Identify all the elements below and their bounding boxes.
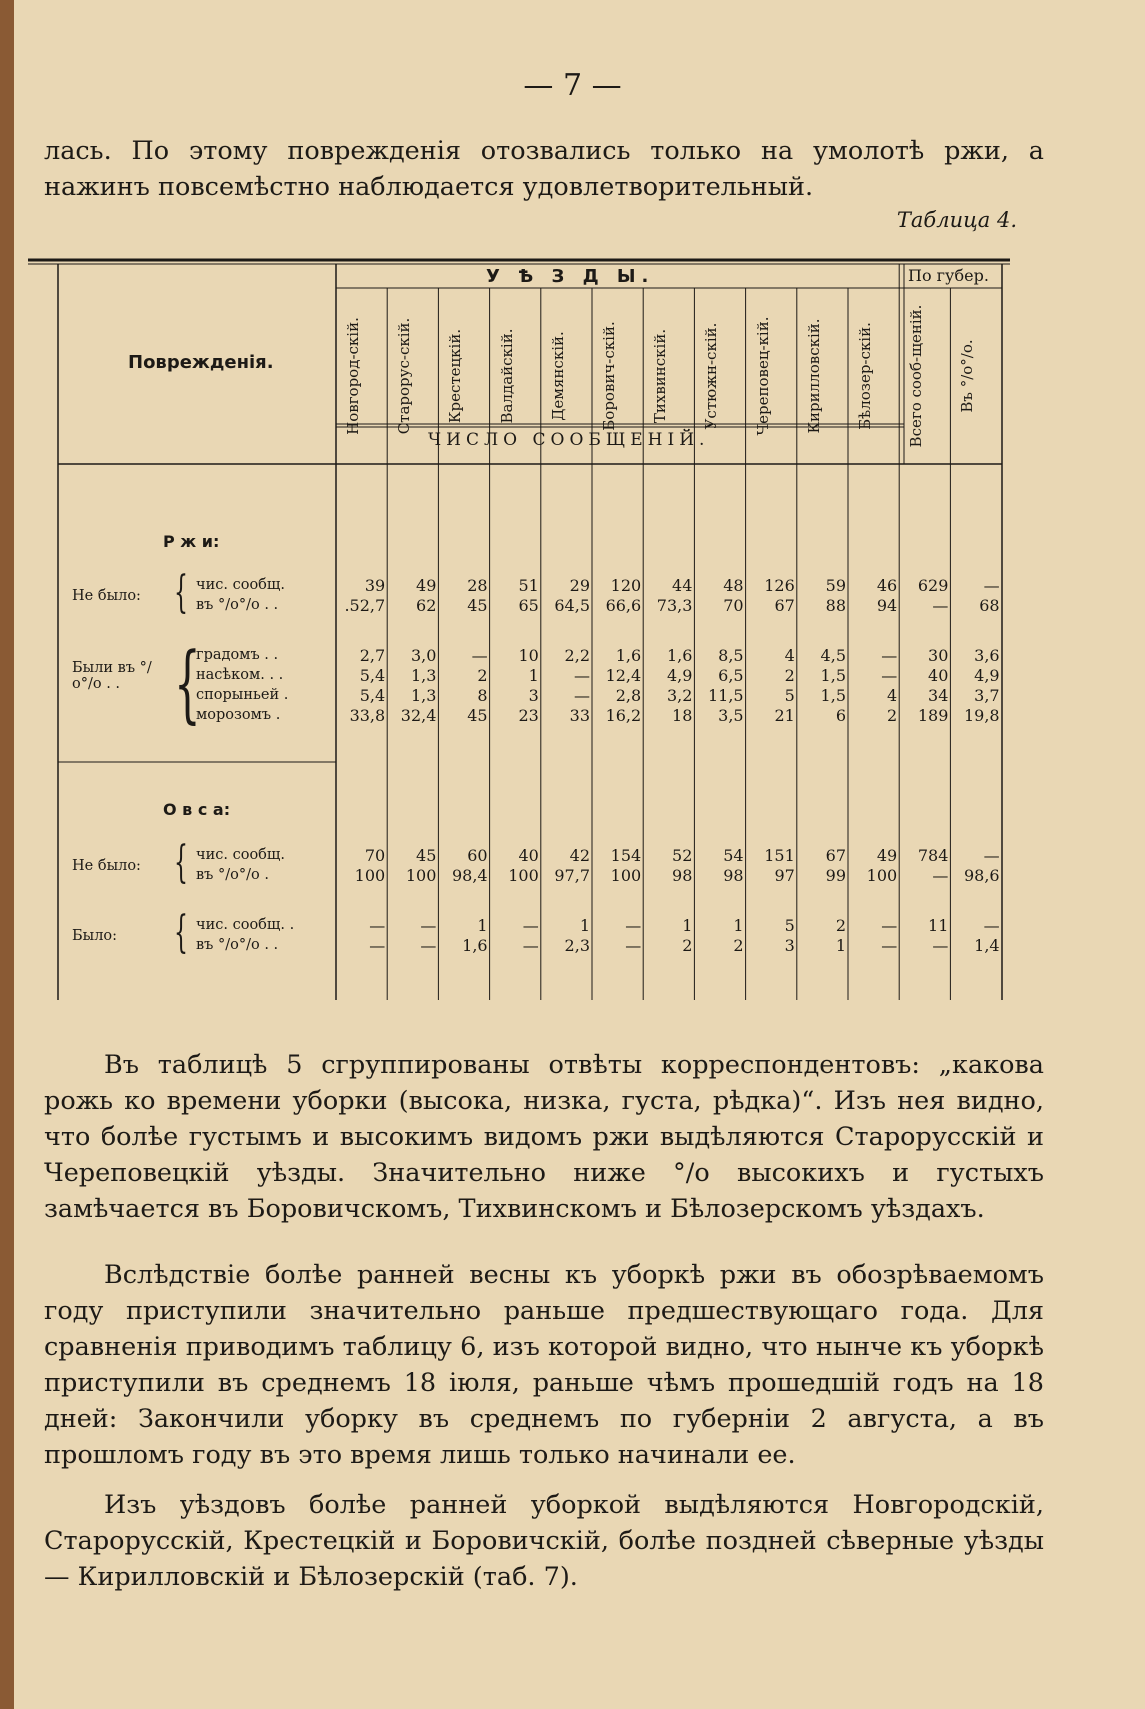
page-binding-edge [0, 0, 14, 1709]
table-cell: 42 [569, 846, 590, 865]
table-cell: — [625, 936, 642, 955]
column-header: Въ °/о°/о. [958, 339, 977, 413]
table-cell: — [471, 646, 488, 665]
table-cell: 52 [672, 846, 693, 865]
table-cell: 98 [672, 866, 693, 885]
row-label: спорыньей . [196, 687, 289, 703]
group-label: Было: [72, 928, 118, 944]
group-label: Не было: [72, 858, 141, 874]
table-cell: — [522, 916, 539, 935]
table-cell: 189 [917, 706, 949, 725]
table-cell: 3,7 [974, 686, 1000, 705]
table-cell: 18 [672, 706, 693, 725]
table-cell: — [574, 686, 590, 705]
table-cell: 11,5 [707, 686, 744, 705]
table-cell: — [420, 916, 437, 935]
table-cell: 94 [876, 596, 898, 615]
row-label: чис. сообщ. [196, 847, 285, 863]
table-cell: — [369, 916, 386, 935]
table-cell: 6,5 [718, 666, 744, 685]
header-po-guber: По губер. [908, 266, 989, 285]
header-povrezhdeniya: Поврежденія. [128, 352, 274, 373]
column-header: Крестецкій. [446, 328, 465, 424]
table-cell: — [881, 916, 898, 935]
paragraph-2 [44, 1047, 1044, 1227]
table-cell: 1 [733, 916, 744, 935]
table-cell: — [932, 596, 949, 615]
table-cell: 2,8 [615, 686, 642, 705]
column-header: Валдайскій. [497, 328, 516, 424]
table-cell: 4,5 [820, 646, 846, 665]
table-cell: 100 [405, 866, 437, 885]
column-header: Кирилловскій. [804, 318, 823, 434]
table-cell: 51 [518, 576, 539, 595]
table-cell: — [574, 666, 590, 685]
table-cell: 73,3 [656, 596, 693, 615]
row-label: насѣком. . . [196, 667, 284, 683]
table-cell: 65 [518, 596, 539, 615]
table-cell: 44 [672, 576, 693, 595]
table-cell: 97 [774, 866, 795, 885]
table-cell: 3 [784, 936, 795, 955]
paragraph-1: лась. По этому поврежденія отозвались только на умолотѣ ржи, а нажинъ повсемѣстно наблюдается удовлетворительный. [44, 136, 1044, 202]
table-cell: 1 [682, 916, 693, 935]
table-cell: 33,8 [349, 706, 386, 725]
table-cell: 40 [518, 846, 539, 865]
table-cell: 46 [876, 576, 898, 595]
table-cell: 60 [467, 846, 488, 865]
table-cell: 100 [610, 866, 642, 885]
column-header: Бѣлозер-скій. [856, 322, 874, 430]
table-cell: 1,5 [820, 666, 846, 685]
table-cell: 3,2 [666, 686, 693, 705]
table-cell: 2,7 [359, 646, 386, 665]
table-cell: 3,0 [410, 646, 437, 665]
table-cell: 2,2 [564, 646, 590, 665]
row-label: чис. сообщ. [196, 577, 285, 593]
table-cell: 4,9 [666, 666, 693, 685]
table-cell: 48 [723, 576, 744, 595]
table-cell: 2 [682, 936, 693, 955]
table-cell: 5 [784, 686, 795, 705]
table-cell: 1 [477, 916, 488, 935]
table-cell: — [932, 936, 949, 955]
table-cell: 8,5 [718, 646, 744, 665]
table-cell: — [625, 916, 642, 935]
table-cell: 2 [733, 936, 744, 955]
table-cell: 151 [764, 846, 795, 865]
group-label: Не было: [72, 588, 141, 604]
table-cell: 3,5 [718, 706, 744, 725]
table-cell: 49 [416, 576, 437, 595]
section-title: О в с а: [163, 800, 231, 819]
column-header: Череповец-кій. [753, 316, 772, 436]
table-cell: 66,6 [605, 596, 642, 615]
table-cell: 1,5 [820, 686, 846, 705]
row-label: въ °/о°/о . [196, 867, 269, 883]
table-cell: 16,2 [605, 706, 642, 725]
table-cell: — [983, 916, 1000, 935]
table-cell: 28 [467, 576, 488, 595]
table-cell: 97,7 [554, 866, 590, 885]
table-cell: — [881, 936, 898, 955]
table-cell: 64,5 [554, 596, 590, 615]
table-cell: 98,4 [451, 866, 488, 885]
table-cell: 70 [364, 846, 386, 865]
table-cell: 45 [467, 706, 488, 725]
table-cell: 70 [723, 596, 744, 615]
table-cell: 67 [774, 596, 795, 615]
column-header: Демянскій. [548, 331, 567, 421]
table-cell: — [881, 646, 898, 665]
paragraph-2-text: Въ таблицѣ 5 сгруппированы отвѣты корреспондентовъ: „какова рожь ко времени уборки (высока, низка, густа, рѣдка)“. Изъ нея видно, что болѣе густымъ и высокимъ видомъ ржи выдѣляются Старорусскій и Череповецкій уѣзды. Значительно ниже °/о высокихъ и густыхъ замѣчается въ Боровичскомъ, Тихвинскомъ и Бѣлозерскомъ уѣздахъ. [44, 1050, 1044, 1224]
table-cell: 4 [887, 686, 898, 705]
table-cell: 21 [774, 706, 795, 725]
column-header: Борович-скій. [600, 321, 618, 431]
table-cell: 5 [784, 916, 795, 935]
table-cell: 2 [835, 916, 846, 935]
table-cell: — [983, 576, 1000, 595]
table-cell: 2,3 [564, 936, 590, 955]
table-cell: 1,4 [974, 936, 1000, 955]
table-cell: 30 [928, 646, 949, 665]
brace: { [174, 634, 201, 732]
table-cell: 784 [917, 846, 949, 865]
table-cell: 59 [825, 576, 846, 595]
table-cell: 2 [477, 666, 488, 685]
table-cell: — [369, 936, 386, 955]
table-cell: 11 [928, 916, 949, 935]
table-cell: 33 [569, 706, 590, 725]
table-cell: 99 [825, 866, 846, 885]
column-header: Устюжн-скій. [702, 322, 721, 430]
table-cell: 1,6 [666, 646, 693, 665]
table-cell: 45 [416, 846, 437, 865]
paragraph-4-text: Изъ уѣздовъ болѣе ранней уборкой выдѣляются Новгородскій, Старорусскій, Крестецкій и Боровичскій, болѣе поздней сѣверные уѣзды— Кирилловскій и Бѣлозерскій (таб. 7). [44, 1490, 1044, 1592]
table-cell: 4,9 [974, 666, 1000, 685]
header-chislo-soobshcheniy: ЧИСЛО СООБЩЕНІЙ. [428, 430, 710, 450]
table-cell: 6 [835, 706, 846, 725]
table-cell: 1,6 [462, 936, 488, 955]
table-cell: 100 [354, 866, 386, 885]
column-header: Тихвинскій. [651, 328, 670, 424]
table-cell: 68 [979, 596, 1000, 615]
table-cell: 29 [569, 576, 590, 595]
brace: { [174, 907, 188, 958]
brace: { [174, 567, 188, 618]
damage-table [28, 252, 1010, 1000]
table-cell: — [983, 846, 1000, 865]
paragraph-3 [44, 1257, 1044, 1473]
table-cell: 120 [610, 576, 642, 595]
column-header: Новгород-скій. [344, 317, 362, 435]
table-cell: 62 [416, 596, 437, 615]
table-cell: 34 [928, 686, 949, 705]
table-cell: 1 [528, 666, 539, 685]
table-cell: 1,6 [615, 646, 642, 665]
table-cell: 1 [579, 916, 590, 935]
table-cell: 32,4 [400, 706, 437, 725]
table-cell: 1,3 [410, 686, 437, 705]
table-cell: 54 [723, 846, 744, 865]
header-uezdy: У Ѣ З Д Ы. [486, 266, 655, 287]
row-label: морозомъ . [196, 707, 281, 723]
table-cell: 19,8 [963, 706, 1000, 725]
table-cell: 98,6 [963, 866, 1000, 885]
row-label: градомъ . . [196, 647, 279, 663]
table-cell: 1 [835, 936, 846, 955]
table-cell: 126 [764, 576, 795, 595]
row-label: чис. сообщ. . [196, 917, 295, 933]
paragraph-3-text: Вслѣдствіе болѣе ранней весны къ уборкѣ ржи въ обозрѣваемомъ году приступили значительно раньше предшествующаго года. Для сравненія приводимъ таблицу 6, изъ которой видно, что нынче къ уборкѣ приступили въ среднемъ 18 іюля, раньше чѣмъ прошедшій годъ на 18 дней: Закончили уборку въ среднемъ по губерніи 2 августа, а въ прошломъ году въ это время лишь только начинали ее. [44, 1260, 1044, 1470]
table-cell: 2 [887, 706, 898, 725]
table-cell: 8 [477, 686, 488, 705]
page-number: — 7 — [523, 68, 622, 103]
table-cell: 40 [928, 666, 949, 685]
table-cell: 4 [784, 646, 795, 665]
table-cell: — [420, 936, 437, 955]
column-header: Всего сооб-щеній. [907, 304, 926, 448]
table-cell: 10 [518, 646, 539, 665]
table-cell: 3 [528, 686, 539, 705]
table-cell: 2 [784, 666, 795, 685]
table-cell: 154 [610, 846, 642, 865]
table-cell: 100 [866, 866, 898, 885]
brace: { [174, 837, 188, 888]
table-cell: — [522, 936, 539, 955]
table-cell: — [881, 666, 898, 685]
table-cell: 5,4 [359, 686, 386, 705]
paragraph-4 [44, 1487, 1044, 1595]
table-cell: 49 [876, 846, 898, 865]
column-header: Староруc-скій. [395, 317, 414, 435]
table-cell: 23 [518, 706, 539, 725]
table-cell: 629 [917, 576, 949, 595]
table-cell: 5,4 [359, 666, 386, 685]
table-cell: 12,4 [605, 666, 642, 685]
row-label: въ °/о°/о . . [196, 597, 279, 613]
table-cell: 39 [364, 576, 386, 595]
section-title: Р ж и: [163, 532, 220, 551]
table-cell: 45 [467, 596, 488, 615]
table-cell: .52,7 [344, 596, 386, 615]
table-caption: Таблица 4. [896, 208, 1017, 232]
table-cell: 67 [825, 846, 846, 865]
group-label: Были въ °/о°/о . . [72, 660, 152, 692]
table-cell: 100 [508, 866, 539, 885]
table-cell: 1,3 [410, 666, 437, 685]
table-cell: 88 [825, 596, 846, 615]
table-cell: 3,6 [974, 646, 1000, 665]
row-label: въ °/о°/о . . [196, 937, 279, 953]
table-cell: 98 [723, 866, 744, 885]
table-cell: — [932, 866, 949, 885]
